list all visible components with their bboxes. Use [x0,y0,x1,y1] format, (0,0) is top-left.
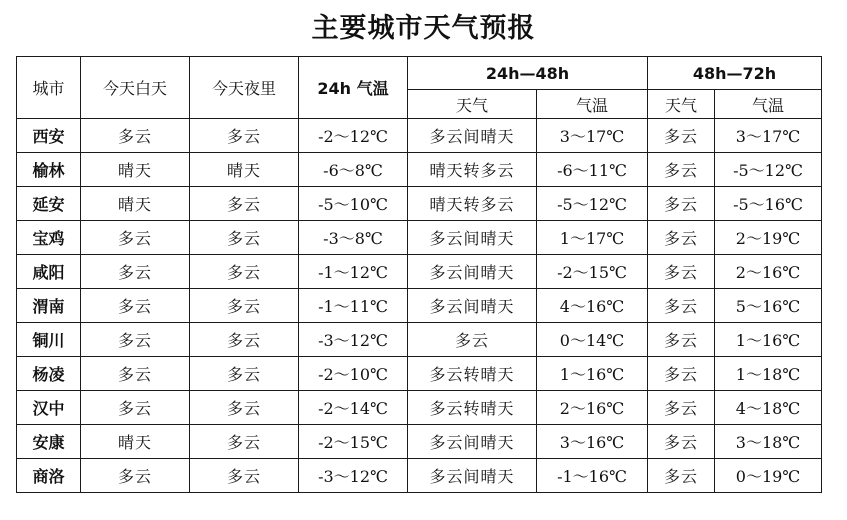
weather-72h-cell: 多云 [648,391,715,425]
today-day-cell: 多云 [81,357,190,391]
city-cell: 榆林 [17,153,81,187]
temp-24h-cell: -6～8℃ [299,153,408,187]
weather-48h-cell: 晴天转多云 [408,153,537,187]
temp-24h-cell: -1～11℃ [299,289,408,323]
weather-forecast-table [16,56,822,493]
temp-72h-cell: -5～16℃ [715,187,822,221]
header-24h-temp: 24h 气温 [299,57,408,119]
today-night-cell: 多云 [190,187,299,221]
table-row [17,153,822,187]
header-weather-48: 天气 [408,90,537,119]
temp-72h-cell: 2～19℃ [715,221,822,255]
weather-72h-cell: 多云 [648,323,715,357]
header-temp-48: 气温 [537,90,648,119]
today-day-cell: 多云 [81,289,190,323]
header-temp-72: 气温 [715,90,822,119]
today-day-cell: 多云 [81,391,190,425]
today-night-cell: 多云 [190,119,299,153]
today-day-cell: 多云 [81,255,190,289]
temp-48h-cell: 1～16℃ [537,357,648,391]
header-city: 城市 [17,57,81,119]
temp-24h-cell: -3～12℃ [299,459,408,493]
today-night-cell: 多云 [190,425,299,459]
weather-72h-cell: 多云 [648,255,715,289]
temp-72h-cell: 0～19℃ [715,459,822,493]
temp-24h-cell: -3～8℃ [299,221,408,255]
today-night-cell: 多云 [190,255,299,289]
weather-48h-cell: 多云 [408,323,537,357]
today-day-cell: 多云 [81,119,190,153]
city-cell: 延安 [17,187,81,221]
today-day-cell: 晴天 [81,153,190,187]
today-night-cell: 多云 [190,459,299,493]
temp-24h-cell: -3～12℃ [299,323,408,357]
temp-72h-cell: 3～17℃ [715,119,822,153]
weather-72h-cell: 多云 [648,119,715,153]
temp-48h-cell: 3～16℃ [537,425,648,459]
today-night-cell: 多云 [190,289,299,323]
table-row [17,323,822,357]
weather-72h-cell: 多云 [648,357,715,391]
temp-72h-cell: 4～18℃ [715,391,822,425]
table-row [17,221,822,255]
header-today-day: 今天白天 [81,57,190,119]
weather-48h-cell: 多云间晴天 [408,289,537,323]
table-row [17,119,822,153]
table-row [17,425,822,459]
temp-48h-cell: 4～16℃ [537,289,648,323]
header-48-72h: 48h—72h [648,57,822,90]
weather-48h-cell: 多云转晴天 [408,357,537,391]
table-body [17,119,822,493]
city-cell: 汉中 [17,391,81,425]
today-night-cell: 多云 [190,323,299,357]
temp-24h-cell: -5～10℃ [299,187,408,221]
header-today-night: 今天夜里 [190,57,299,119]
temp-24h-cell: -1～12℃ [299,255,408,289]
table-row [17,187,822,221]
today-day-cell: 多云 [81,323,190,357]
today-night-cell: 多云 [190,357,299,391]
weather-48h-cell: 晴天转多云 [408,187,537,221]
temp-72h-cell: 5～16℃ [715,289,822,323]
today-night-cell: 多云 [190,221,299,255]
temp-48h-cell: 2～16℃ [537,391,648,425]
header-24-48h: 24h—48h [408,57,648,90]
weather-72h-cell: 多云 [648,459,715,493]
city-cell: 渭南 [17,289,81,323]
temp-48h-cell: -6～11℃ [537,153,648,187]
header-weather-72: 天气 [648,90,715,119]
temp-48h-cell: 1～17℃ [537,221,648,255]
temp-24h-cell: -2～10℃ [299,357,408,391]
weather-48h-cell: 多云间晴天 [408,459,537,493]
city-cell: 咸阳 [17,255,81,289]
table-row [17,289,822,323]
today-day-cell: 晴天 [81,187,190,221]
temp-24h-cell: -2～15℃ [299,425,408,459]
table-row [17,391,822,425]
city-cell: 安康 [17,425,81,459]
weather-48h-cell: 多云间晴天 [408,255,537,289]
city-cell: 杨凌 [17,357,81,391]
today-day-cell: 多云 [81,459,190,493]
today-day-cell: 晴天 [81,425,190,459]
table-header [17,57,822,119]
today-night-cell: 多云 [190,391,299,425]
temp-72h-cell: 1～18℃ [715,357,822,391]
table-row [17,357,822,391]
weather-48h-cell: 多云间晴天 [408,425,537,459]
page-title: 主要城市天气预报 [311,13,536,44]
weather-72h-cell: 多云 [648,289,715,323]
weather-72h-cell: 多云 [648,187,715,221]
temp-24h-cell: -2～14℃ [299,391,408,425]
today-day-cell: 多云 [81,221,190,255]
temp-24h-cell: -2～12℃ [299,119,408,153]
city-cell: 商洛 [17,459,81,493]
today-night-cell: 晴天 [190,153,299,187]
weather-48h-cell: 多云间晴天 [408,221,537,255]
temp-48h-cell: -1～16℃ [537,459,648,493]
weather-48h-cell: 多云间晴天 [408,119,537,153]
city-cell: 宝鸡 [17,221,81,255]
temp-48h-cell: -5～12℃ [537,187,648,221]
weather-72h-cell: 多云 [648,221,715,255]
temp-72h-cell: 1～16℃ [715,323,822,357]
weather-72h-cell: 多云 [648,425,715,459]
temp-48h-cell: 3～17℃ [537,119,648,153]
temp-72h-cell: 2～16℃ [715,255,822,289]
temp-72h-cell: 3～18℃ [715,425,822,459]
city-cell: 铜川 [17,323,81,357]
weather-72h-cell: 多云 [648,153,715,187]
city-cell: 西安 [17,119,81,153]
weather-48h-cell: 多云转晴天 [408,391,537,425]
table-row [17,255,822,289]
temp-48h-cell: -2～15℃ [537,255,648,289]
table-row [17,459,822,493]
temp-48h-cell: 0～14℃ [537,323,648,357]
temp-72h-cell: -5～12℃ [715,153,822,187]
